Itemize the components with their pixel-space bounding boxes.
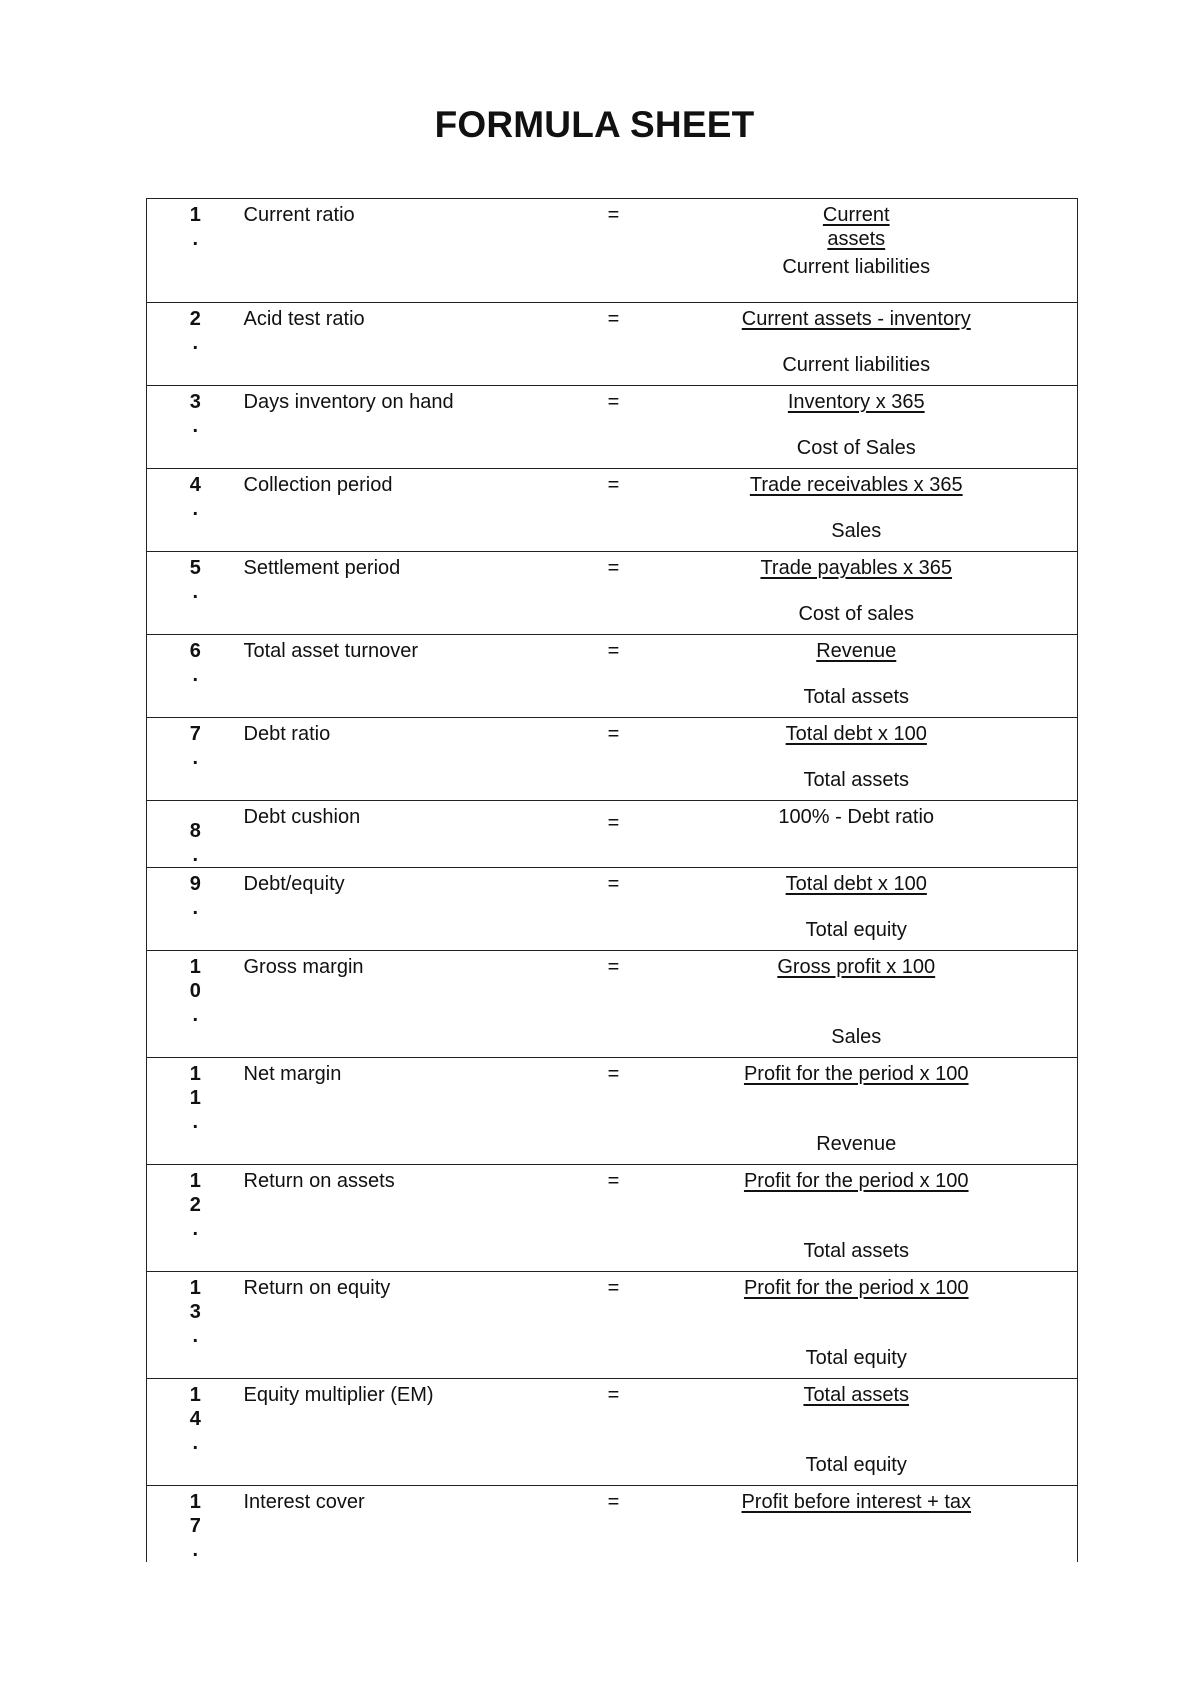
row-number-char: 1 [189, 1277, 201, 1299]
row-number-cell [147, 868, 244, 951]
row-number-char: . [192, 1539, 199, 1561]
formula-row [147, 1486, 1078, 1563]
equals-sign: = [607, 474, 620, 496]
equals-sign: = [607, 1170, 620, 1192]
row-number-char: . [192, 581, 199, 603]
formula-cell [654, 1272, 1078, 1379]
row-number-char: 4 [189, 474, 201, 496]
row-number-cell [147, 718, 244, 801]
formula-row [147, 1379, 1078, 1486]
equals-cell [574, 303, 654, 386]
row-number-char: 1 [189, 1491, 201, 1513]
row-number-cell [147, 386, 244, 469]
ratio-name: Return on assets [243, 1170, 395, 1192]
formula-cell [654, 868, 1078, 951]
formula-denominator: Sales [831, 1026, 882, 1048]
equals-cell [574, 1058, 654, 1165]
equals-sign: = [607, 204, 620, 226]
row-number-char: . [192, 1325, 199, 1347]
formula-cell [654, 386, 1078, 469]
row-number-cell [147, 1379, 244, 1486]
formula-row [147, 635, 1078, 718]
row-number-cell [147, 635, 244, 718]
row-number-char: 8 [189, 820, 201, 842]
row-number-cell [147, 1165, 244, 1272]
equals-cell [574, 386, 654, 469]
equals-cell [574, 801, 654, 868]
ratio-name: Gross margin [243, 956, 364, 978]
equals-cell [574, 199, 654, 303]
ratio-name-cell [244, 1486, 574, 1563]
ratio-name-cell [244, 718, 574, 801]
formula-denominator: Sales [831, 520, 882, 542]
row-number-char: . [192, 897, 199, 919]
row-number-char: 1 [189, 1170, 201, 1192]
row-number-char: . [192, 415, 199, 437]
ratio-name: Settlement period [243, 557, 401, 579]
page-title: FORMULA SHEET [434, 104, 755, 145]
formula-row [147, 951, 1078, 1058]
ratio-name: Equity multiplier (EM) [243, 1384, 434, 1406]
ratio-name: Acid test ratio [243, 308, 365, 330]
equals-sign: = [607, 1063, 620, 1085]
ratio-name: Debt cushion [243, 806, 361, 828]
formula-row [147, 469, 1078, 552]
row-number-char: 9 [189, 873, 201, 895]
row-number-char: 1 [189, 1063, 201, 1085]
ratio-name: Current ratio [243, 204, 355, 226]
row-number-cell [147, 552, 244, 635]
equals-sign: = [607, 873, 620, 895]
formula-table [146, 198, 1078, 1562]
formula-denominator: Total equity [805, 1454, 907, 1476]
formula-numerator: Current assets - inventory [741, 308, 971, 330]
formula-denominator: Total assets [803, 1240, 910, 1262]
ratio-name-cell [244, 552, 574, 635]
ratio-name-cell [244, 1165, 574, 1272]
ratio-name-cell [244, 1379, 574, 1486]
equals-sign: = [607, 723, 620, 745]
equals-cell [574, 1165, 654, 1272]
formula-numerator: Revenue [816, 640, 897, 662]
row-number-cell [147, 469, 244, 552]
row-number-char: 1 [189, 1384, 201, 1406]
ratio-name: Days inventory on hand [243, 391, 454, 413]
equals-cell [574, 1486, 654, 1563]
formula-row [147, 552, 1078, 635]
formula-cell [654, 951, 1078, 1058]
row-number-char: . [192, 747, 199, 769]
row-number-char: 3 [189, 391, 201, 413]
equals-cell [574, 552, 654, 635]
formula-numerator: Profit for the period x 100 [743, 1063, 969, 1085]
formula-numerator: Total debt x 100 [785, 873, 927, 895]
ratio-name: Return on equity [243, 1277, 391, 1299]
formula-denominator: Total equity [805, 919, 907, 941]
formula-row [147, 801, 1078, 868]
ratio-name-cell [244, 469, 574, 552]
formula-numerator: Inventory x 365 [787, 391, 925, 413]
row-number-char: 1 [189, 956, 201, 978]
formula-denominator: Total assets [803, 686, 910, 708]
formula-text: 100% - Debt ratio [778, 806, 935, 828]
row-number-char: 7 [189, 723, 201, 745]
row-number-cell [147, 951, 244, 1058]
ratio-name-cell [244, 951, 574, 1058]
ratio-name-cell [244, 1272, 574, 1379]
row-number-char: . [192, 1218, 199, 1240]
row-number-char: 1 [189, 204, 201, 226]
row-number-char: 6 [189, 640, 201, 662]
formula-cell [654, 635, 1078, 718]
equals-sign: = [607, 812, 620, 834]
formula-cell [654, 801, 1078, 868]
row-number-char: 7 [189, 1515, 201, 1537]
formula-row [147, 868, 1078, 951]
formula-cell [654, 469, 1078, 552]
formula-numerator: Profit before interest + tax [741, 1491, 972, 1513]
formula-row [147, 199, 1078, 303]
row-number-char: . [192, 844, 199, 866]
ratio-name-cell [244, 386, 574, 469]
formula-row [147, 1165, 1078, 1272]
formula-numerator: Total debt x 100 [785, 723, 927, 745]
row-number-char: 0 [189, 980, 201, 1002]
formula-row [147, 386, 1078, 469]
row-number-char: . [192, 332, 199, 354]
row-number-char: 2 [189, 308, 201, 330]
row-number-char: . [192, 664, 199, 686]
formula-denominator: Cost of Sales [796, 437, 916, 459]
ratio-name: Interest cover [243, 1491, 365, 1513]
row-number-char: 4 [189, 1408, 201, 1430]
formula-denominator: Revenue [816, 1133, 897, 1155]
ratio-name-cell [244, 199, 574, 303]
equals-sign: = [607, 640, 620, 662]
formula-row [147, 303, 1078, 386]
equals-sign: = [607, 1491, 620, 1513]
ratio-name: Total asset turnover [243, 640, 419, 662]
row-number-cell [147, 303, 244, 386]
equals-cell [574, 868, 654, 951]
formula-cell [654, 552, 1078, 635]
row-number-char: . [192, 1111, 199, 1133]
ratio-name: Debt ratio [243, 723, 331, 745]
equals-sign: = [607, 1384, 620, 1406]
row-number-char: . [192, 1432, 199, 1454]
equals-sign: = [607, 1277, 620, 1299]
formula-numerator: Trade payables x 365 [760, 557, 953, 579]
ratio-name-cell [244, 635, 574, 718]
equals-cell [574, 1272, 654, 1379]
formula-numerator: Current assets [822, 204, 890, 250]
formula-numerator: Profit for the period x 100 [743, 1277, 969, 1299]
row-number-char: 5 [189, 557, 201, 579]
row-number-char: 1 [189, 1087, 201, 1109]
equals-cell [574, 718, 654, 801]
formula-cell [654, 303, 1078, 386]
row-number-cell [147, 1272, 244, 1379]
ratio-name: Collection period [243, 474, 393, 496]
row-number-char: . [192, 498, 199, 520]
equals-sign: = [607, 308, 620, 330]
formula-cell [654, 1486, 1078, 1563]
formula-table-body [147, 199, 1078, 1563]
formula-row [147, 1272, 1078, 1379]
formula-denominator: Cost of sales [798, 603, 915, 625]
formula-row [147, 1058, 1078, 1165]
formula-numerator: Trade receivables x 365 [749, 474, 963, 496]
formula-numerator: Profit for the period x 100 [743, 1170, 969, 1192]
ratio-name-cell [244, 801, 574, 868]
formula-cell [654, 1165, 1078, 1272]
formula-cell [654, 1058, 1078, 1165]
ratio-name: Net margin [243, 1063, 342, 1085]
equals-sign: = [607, 391, 620, 413]
row-number-cell [147, 1486, 244, 1563]
row-number-char: . [192, 228, 199, 250]
row-number-cell [147, 1058, 244, 1165]
equals-cell [574, 1379, 654, 1486]
row-number-char: 3 [189, 1301, 201, 1323]
formula-numerator: Gross profit x 100 [777, 956, 936, 978]
formula-denominator: Total equity [805, 1347, 907, 1369]
formula-denominator: Total assets [803, 769, 910, 791]
formula-cell [654, 718, 1078, 801]
equals-cell [574, 951, 654, 1058]
equals-sign: = [607, 956, 620, 978]
equals-sign: = [607, 557, 620, 579]
formula-denominator: Current liabilities [782, 256, 931, 278]
ratio-name-cell [244, 1058, 574, 1165]
row-number-char: 2 [189, 1194, 201, 1216]
formula-row [147, 718, 1078, 801]
formula-denominator: Current liabilities [782, 354, 931, 376]
formula-cell [654, 1379, 1078, 1486]
formula-cell [654, 199, 1078, 303]
ratio-name-cell [244, 868, 574, 951]
formula-numerator: Total assets [803, 1384, 910, 1406]
ratio-name-cell [244, 303, 574, 386]
equals-cell [574, 469, 654, 552]
row-number-char: . [192, 1004, 199, 1026]
row-number-cell [147, 199, 244, 303]
ratio-name: Debt/equity [243, 873, 345, 895]
row-number-cell [147, 801, 244, 868]
equals-cell [574, 635, 654, 718]
